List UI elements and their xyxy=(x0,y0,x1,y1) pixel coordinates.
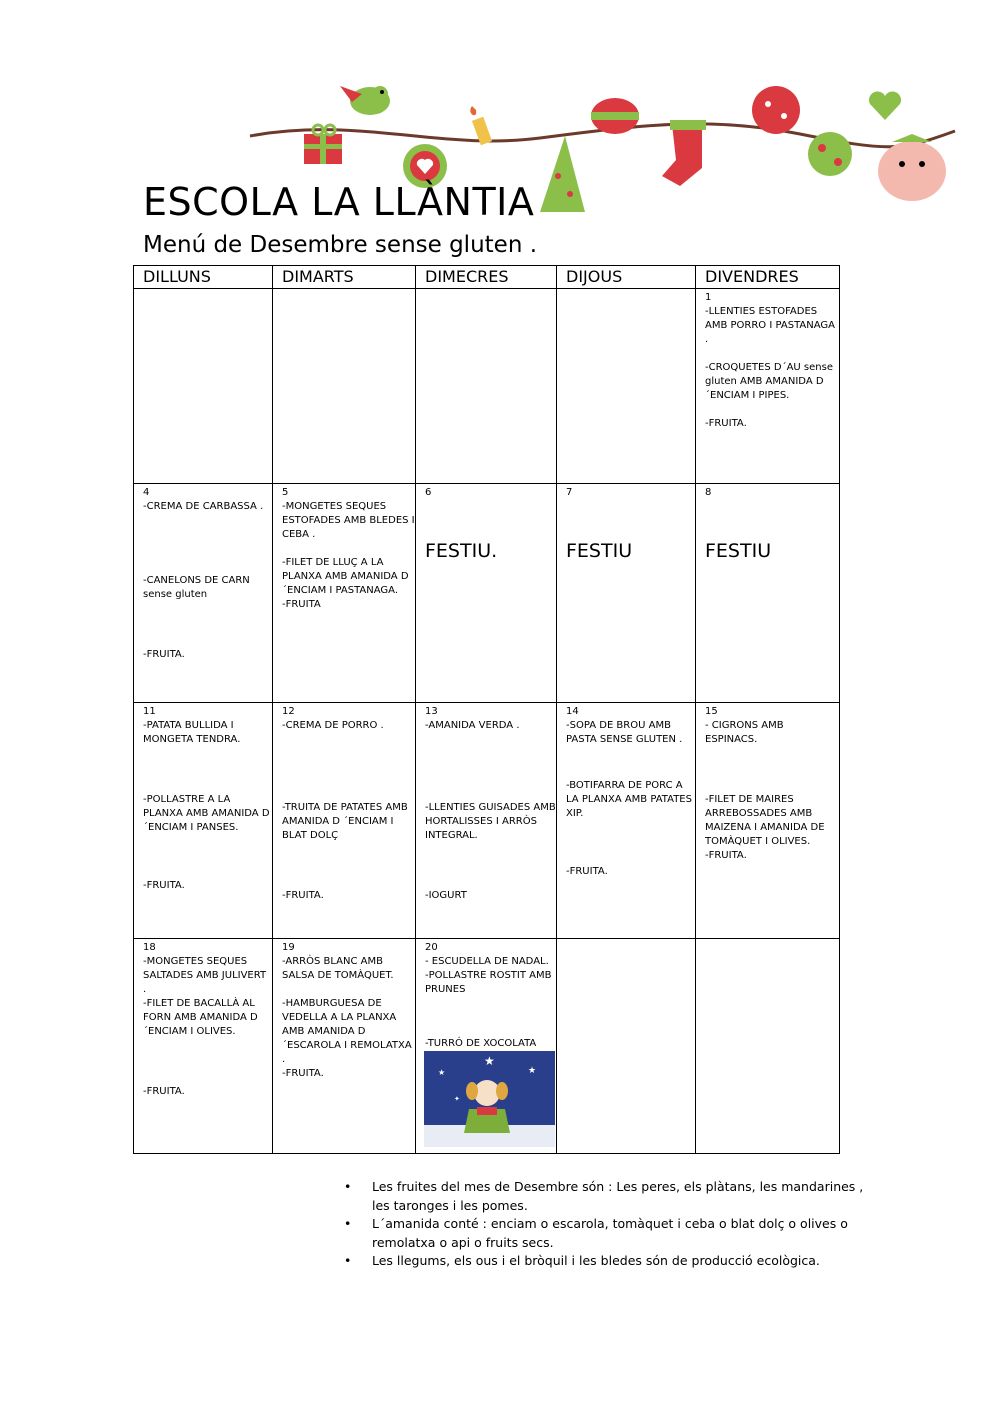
column-header: DILLUNS xyxy=(134,266,273,289)
day-number: 14 xyxy=(566,705,579,717)
page-subtitle: Menú de Desembre sense gluten . xyxy=(143,232,538,258)
day-cell xyxy=(557,484,696,703)
holiday-label: FESTIU. xyxy=(425,540,498,563)
table-row xyxy=(134,702,840,939)
second-course: -LLENTIES GUISADES AMB HORTALISSES I ARRÒS INTEGRAL. xyxy=(425,801,556,841)
note-item: • Les llegums, els ous i el bròquil i les bledes són de producció ecològica. xyxy=(344,1252,864,1271)
note-item: • Les fruites del mes de Desembre són : Les peres, els plàtans, les mandarines , les taronges i les pomes. xyxy=(344,1178,864,1215)
day-number: 4 xyxy=(143,487,150,499)
notes-list xyxy=(344,1178,864,1271)
day-cell xyxy=(557,289,696,484)
first-course: - ESCUDELLA DE NADAL. xyxy=(425,956,549,968)
page-title: ESCOLA LA LLÀNTIA xyxy=(143,180,535,224)
second-course: -CROQUETES D´AU sense gluten AMB AMANIDA D´ENCIAM I PIPES. xyxy=(705,362,833,401)
day-cell xyxy=(416,484,557,703)
day-number: 20 xyxy=(425,942,438,954)
first-course: -SOPA DE BROU AMB PASTA SENSE GLUTEN . xyxy=(566,719,683,745)
day-cell xyxy=(696,289,840,484)
first-course: - CIGRONS AMB ESPINACS. xyxy=(705,719,784,745)
first-course: -MONGETES SEQUES SALTADES AMB JULIVERT . xyxy=(143,956,267,996)
polka-ornament-icon xyxy=(752,86,800,134)
dessert: -FRUITA. xyxy=(143,879,185,891)
dessert: -FRUITA. xyxy=(143,649,185,661)
dessert: -IOGURT xyxy=(425,889,467,901)
day-number: 11 xyxy=(143,705,156,717)
second-course: -BOTIFARRA DE PORC A LA PLANXA AMB PATATES XIP. xyxy=(566,779,692,819)
day-cell xyxy=(273,702,416,939)
second-course: -FILET DE LLUÇ A LA PLANXA AMB AMANIDA D´ENCIAM I PASTANAGA. xyxy=(282,557,409,597)
day-number: 19 xyxy=(282,942,295,954)
holiday-label: FESTIU xyxy=(705,540,772,563)
pink-creature-icon xyxy=(878,134,946,201)
day-cell xyxy=(696,702,840,939)
first-course: -CREMA DE PORRO . xyxy=(282,719,384,731)
table-row xyxy=(134,939,840,1154)
day-cell xyxy=(134,939,273,1154)
day-cell xyxy=(696,484,840,703)
second-course: -FILET DE BACALLÀ AL FORN AMB AMANIDA D ´ENCIAM I OLIVES. xyxy=(143,998,258,1038)
day-number: 12 xyxy=(282,705,295,717)
first-course: -LLENTIES ESTOFADES AMB PORRO I PASTANAGA . xyxy=(705,306,835,345)
day-cell xyxy=(134,289,273,484)
second-course: -POLLASTRE ROSTIT AMB PRUNES xyxy=(425,970,552,996)
day-cell xyxy=(557,702,696,939)
day-cell xyxy=(416,702,557,939)
day-number: 5 xyxy=(282,487,289,499)
day-number: 8 xyxy=(705,487,712,499)
column-header: DIVENDRES xyxy=(696,266,840,289)
table-row xyxy=(134,289,840,484)
second-course: -CANELONS DE CARN sense gluten xyxy=(143,575,250,601)
holiday-label: FESTIU xyxy=(566,540,633,563)
dessert: -FRUITA. xyxy=(705,418,747,429)
day-cell xyxy=(273,484,416,703)
first-course: -PATATA BULLIDA I MONGETA TENDRA. xyxy=(143,719,241,745)
note-item: • L´amanida conté : enciam o escarola, tomàquet i ceba o blat dolç o olives o remolatxa o api o fruits secs. xyxy=(344,1215,864,1252)
green-heart-icon xyxy=(869,92,901,121)
second-course: -HAMBURGUESA DE VEDELLA A LA PLANXA AMB AMANIDA D ´ESCAROLA I REMOLATXA . xyxy=(282,998,412,1066)
day-number: 15 xyxy=(705,705,718,717)
first-course: -CREMA DE CARBASSA . xyxy=(143,501,264,513)
day-cell xyxy=(696,939,840,1154)
column-header: DIMECRES xyxy=(416,266,557,289)
day-number: 6 xyxy=(425,487,432,499)
stocking-icon xyxy=(662,120,706,186)
second-course: -TRUITA DE PATATES AMB AMANIDA D ´ENCIAM I BLAT DOLÇ xyxy=(282,801,408,841)
day-number: 18 xyxy=(143,942,156,954)
day-cell xyxy=(134,484,273,703)
first-course: -MONGETES SEQUES ESTOFADES AMB BLEDES I CEBA . xyxy=(282,501,415,541)
bird-icon xyxy=(340,86,390,115)
dessert: -FRUITA. xyxy=(143,1086,185,1098)
column-header: DIJOUS xyxy=(557,266,696,289)
day-cell xyxy=(557,939,696,1154)
menu-table xyxy=(133,265,840,1154)
dessert: -FRUITA xyxy=(282,599,321,611)
day-cell xyxy=(273,939,416,1154)
day-cell xyxy=(416,289,557,484)
green-ornament-icon xyxy=(808,132,852,176)
dessert: -FRUITA. xyxy=(705,849,747,861)
dessert: -TURRÓ DE XOCOLATA xyxy=(425,1038,537,1050)
svg-text:✦: ✦ xyxy=(454,1095,460,1104)
christmas-tree-icon xyxy=(540,136,585,212)
table-row xyxy=(134,484,840,703)
striped-ornament-icon xyxy=(591,98,639,134)
dessert: -FRUITA. xyxy=(282,889,324,901)
svg-text:★: ★ xyxy=(438,1068,446,1078)
dessert: -FRUITA. xyxy=(566,865,608,877)
christmas-girl-illustration xyxy=(424,1051,555,1147)
table-header-row xyxy=(134,266,840,289)
second-course: -FILET DE MAIRES ARREBOSSADES AMB MAIZENA I AMANIDA DE TOMÀQUET I OLIVES. xyxy=(705,793,825,847)
day-number: 1 xyxy=(705,292,712,303)
svg-text:★: ★ xyxy=(484,1054,495,1069)
day-cell xyxy=(273,289,416,484)
day-number: 13 xyxy=(425,705,438,717)
column-header: DIMARTS xyxy=(273,266,416,289)
first-course: -AMANIDA VERDA . xyxy=(425,719,520,731)
second-course: -POLLASTRE A LA PLANXA AMB AMANIDA D´ENCIAM I PANSES. xyxy=(143,793,270,833)
day-cell xyxy=(134,702,273,939)
day-number: 7 xyxy=(566,487,573,499)
dessert: -FRUITA. xyxy=(282,1068,324,1080)
day-cell xyxy=(416,939,557,1154)
svg-text:★: ★ xyxy=(528,1066,537,1077)
first-course: -ARRÒS BLANC AMB SALSA DE TOMÀQUET. xyxy=(282,956,394,982)
